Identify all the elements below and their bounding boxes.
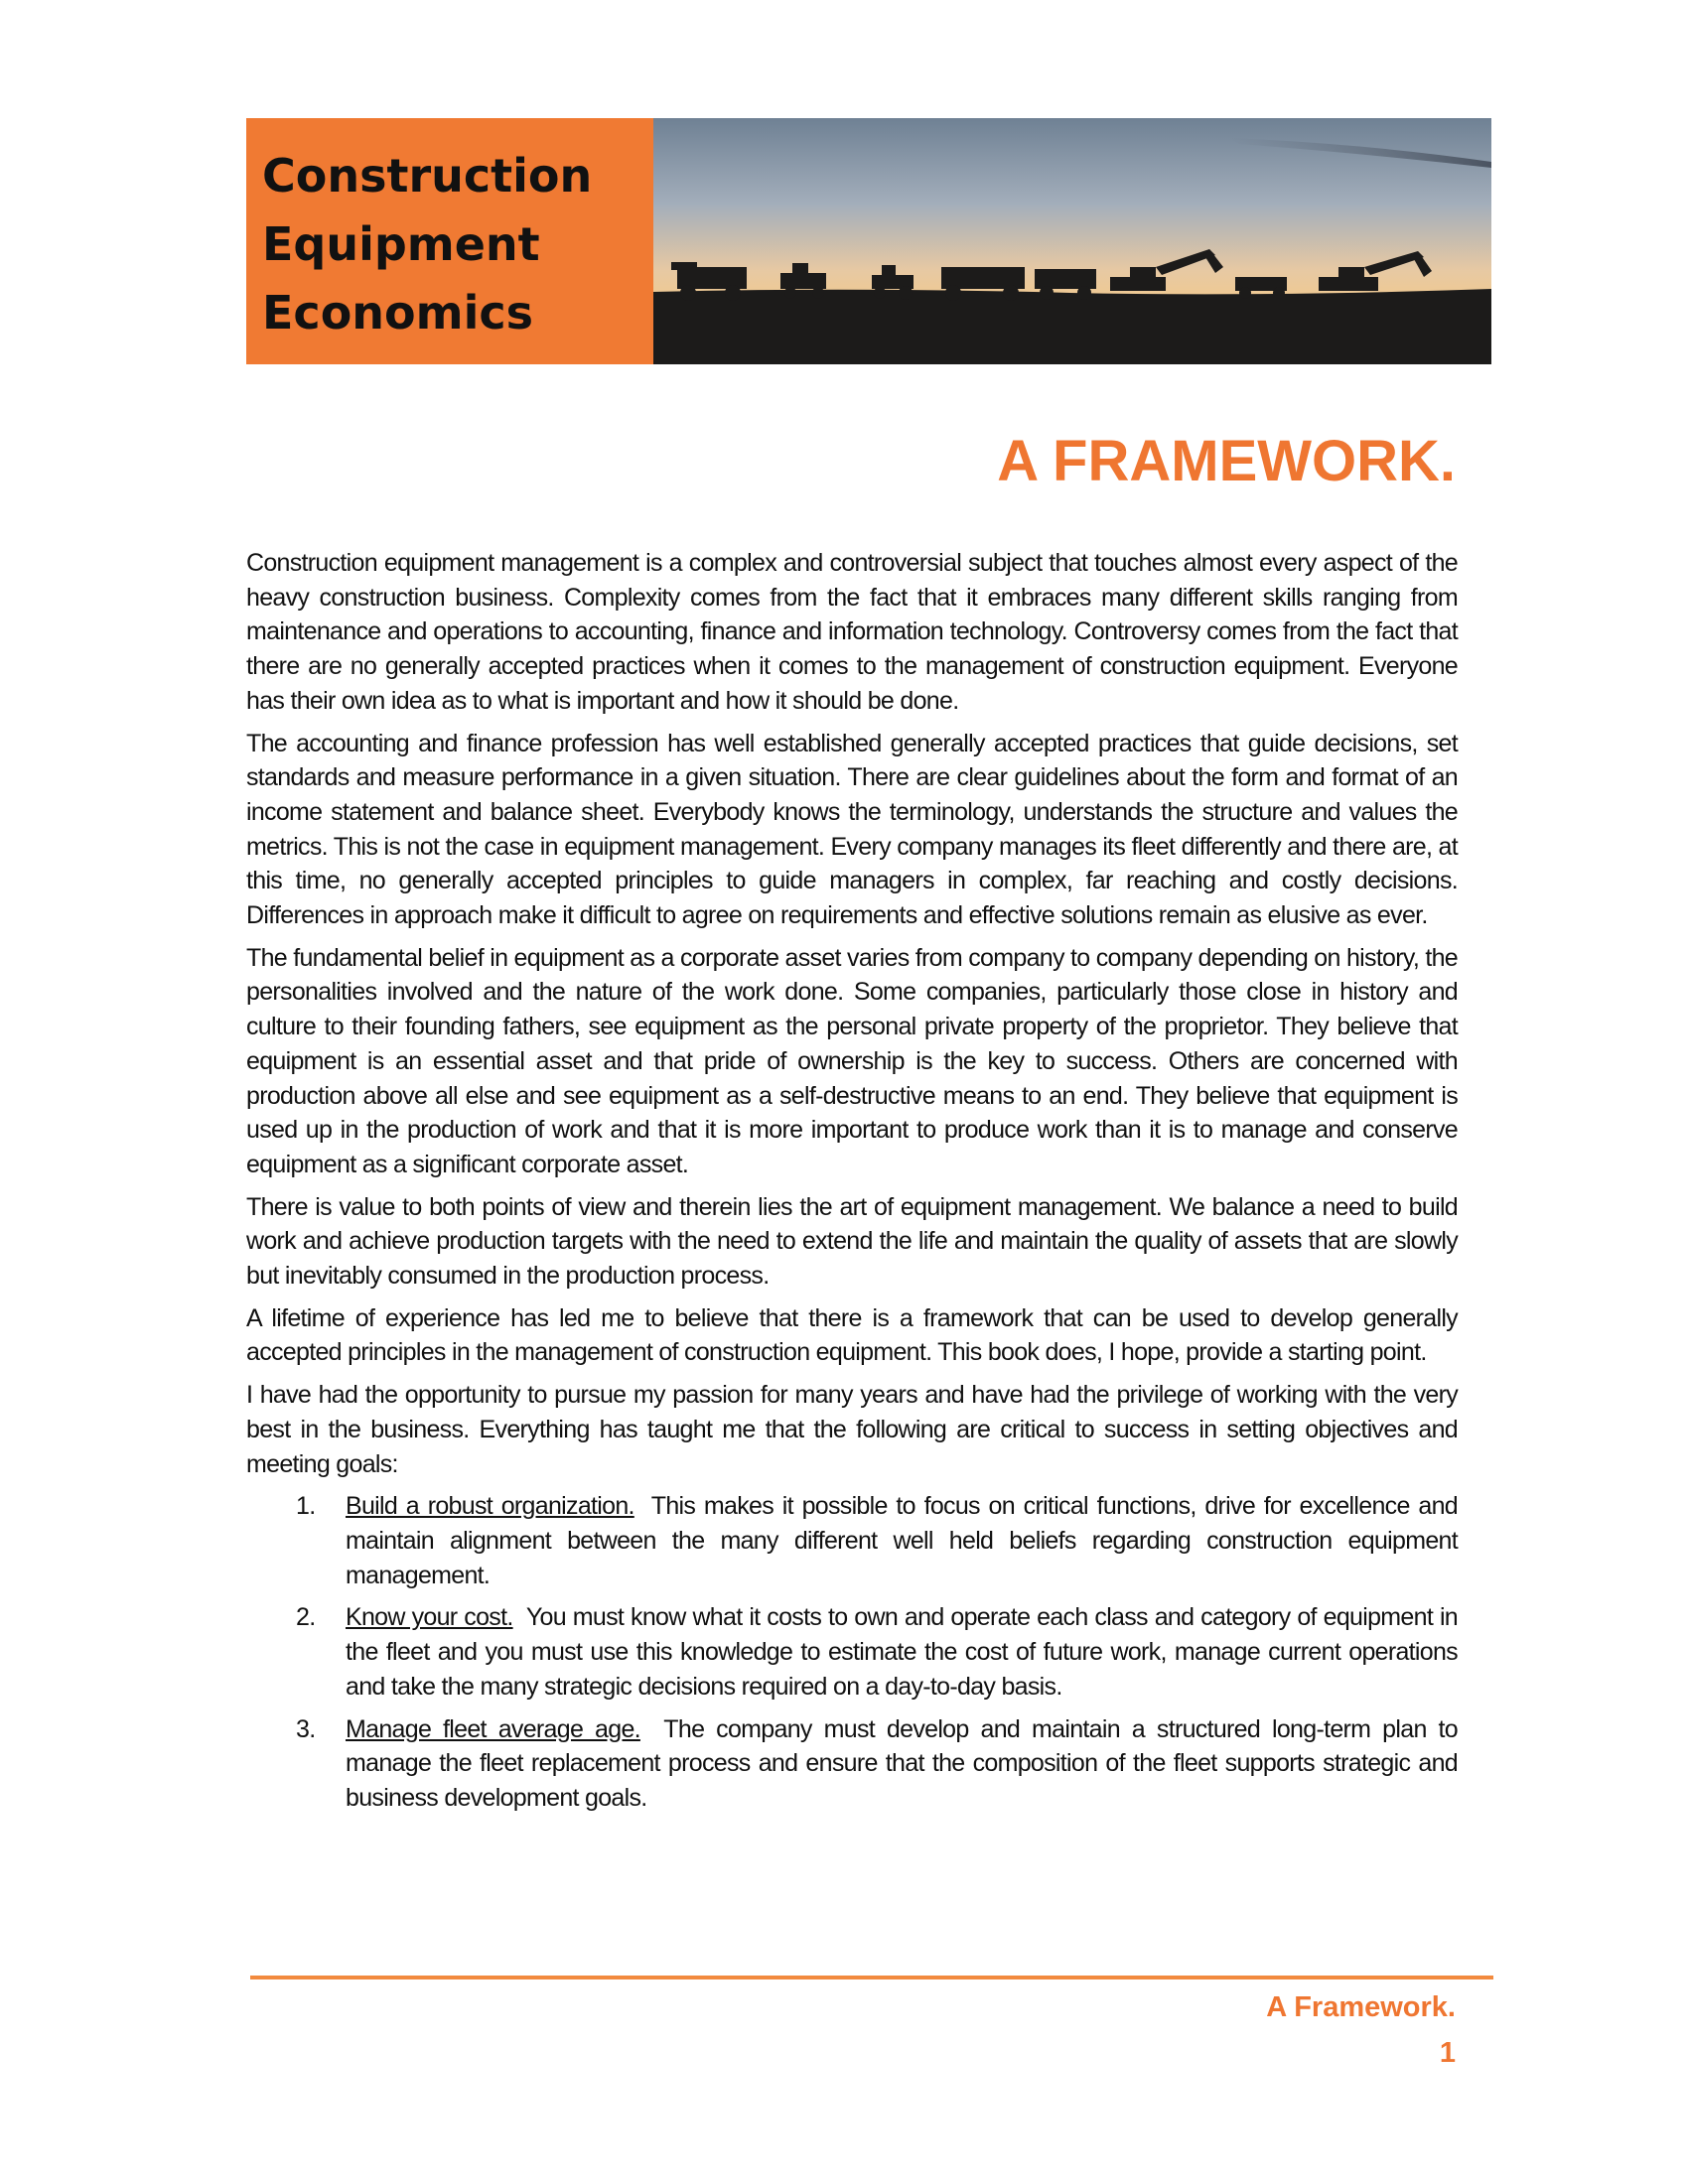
paragraph: The accounting and finance profession has well established generally accepted practices that guide decisions, set standards and measure performance in a given situation. There are clear guidelines about the form and format of an income statement and balance sheet. Everybody knows the terminology, understands the structure and values the metrics. This is not the case in equipment management. Every company manages its fleet differently and there are, at this time, no generally accepted principles to guide managers in complex, far reaching and costly decisions. Differences in approach make it difficult to agree on requirements and effective solutions remain as elusive as ever.	[246, 729, 1458, 930]
list-item-number: 2.	[296, 1603, 316, 1632]
book-title-line: Equipment	[262, 217, 540, 271]
page-title: A FRAMEWORK.	[997, 429, 1456, 493]
list-item-heading: Manage fleet average age.	[346, 1714, 640, 1743]
paragraph: I have had the opportunity to pursue my passion for many years and have had the privilege of working with the very best in the business. Everything has taught me that the following are critical to success in setting objectives and meeting goals:	[246, 1381, 1458, 1478]
book-title-line: Economics	[262, 286, 533, 340]
list-item-text: This makes it possible to focus on critical functions, drive for excellence and maintain alignment between the many different well held beliefs regarding construction equipment management.	[346, 1492, 1458, 1589]
list-item-number: 3.	[296, 1714, 316, 1743]
numbered-list	[246, 1489, 1458, 1815]
book-title-line: Construction	[262, 149, 593, 203]
body-text	[246, 546, 1458, 1824]
list-item	[246, 1489, 1458, 1592]
banner-image	[653, 118, 1491, 364]
list-item-heading: Know your cost.	[346, 1603, 513, 1632]
page-number: 1	[1439, 2037, 1456, 2069]
list-item-text: You must know what it costs to own and operate each class and category of equipment in the fleet and you must use this knowledge to estimate the cost of future work, manage current operations and take the many strategic decisions required on a day-to-day basis.	[346, 1603, 1458, 1701]
list-item	[246, 1712, 1458, 1816]
list-item-text: The company must develop and maintain a structured long-term plan to manage the fleet replacement process and ensure that the composition of the fleet supports strategic and business development goals.	[346, 1714, 1458, 1812]
list-item-number: 1.	[296, 1492, 316, 1521]
list-item	[246, 1600, 1458, 1704]
paragraph: Construction equipment management is a complex and controversial subject that touches almost every aspect of the heavy construction business. Complexity comes from the fact that it embraces many different skills ranging from maintenance and operations to accounting, finance and information technology. Controversy comes from the fact that there are no generally accepted practices when it comes to the management of construction equipment. Everyone has their own idea as to what is important and how it should be done.	[246, 549, 1458, 715]
footer-divider	[250, 1976, 1493, 1979]
footer-section-label: A Framework.	[1266, 1991, 1456, 2023]
paragraph: The fundamental belief in equipment as a corporate asset varies from company to company depending on history, the personalities involved and the nature of the work done. Some companies, particularly those close in history and culture to their founding fathers, see equipment as the personal private property of the proprietor. They believe that equipment is an essential asset and that pride of ownership is the key to success. Others are concerned with production above all else and see equipment as a self-destructive means to an end. They believe that equipment is used up in the production of work and that it is more important to produce work than it is to manage and conserve equipment as a significant corporate asset.	[246, 943, 1458, 1178]
header-band	[246, 118, 1491, 364]
paragraph: A lifetime of experience has led me to believe that there is a framework that can be used to develop generally accepted principles in the management of construction equipment. This book does, I hope, provide a starting point.	[246, 1303, 1458, 1367]
paragraph: There is value to both points of view and therein lies the art of equipment management. We balance a need to build work and achieve production targets with the need to extend the life and maintain the quality of assets that are slowly but inevitably consumed in the production process.	[246, 1192, 1458, 1291]
book-title-box	[246, 118, 653, 364]
list-item-heading: Build a robust organization.	[346, 1492, 634, 1521]
